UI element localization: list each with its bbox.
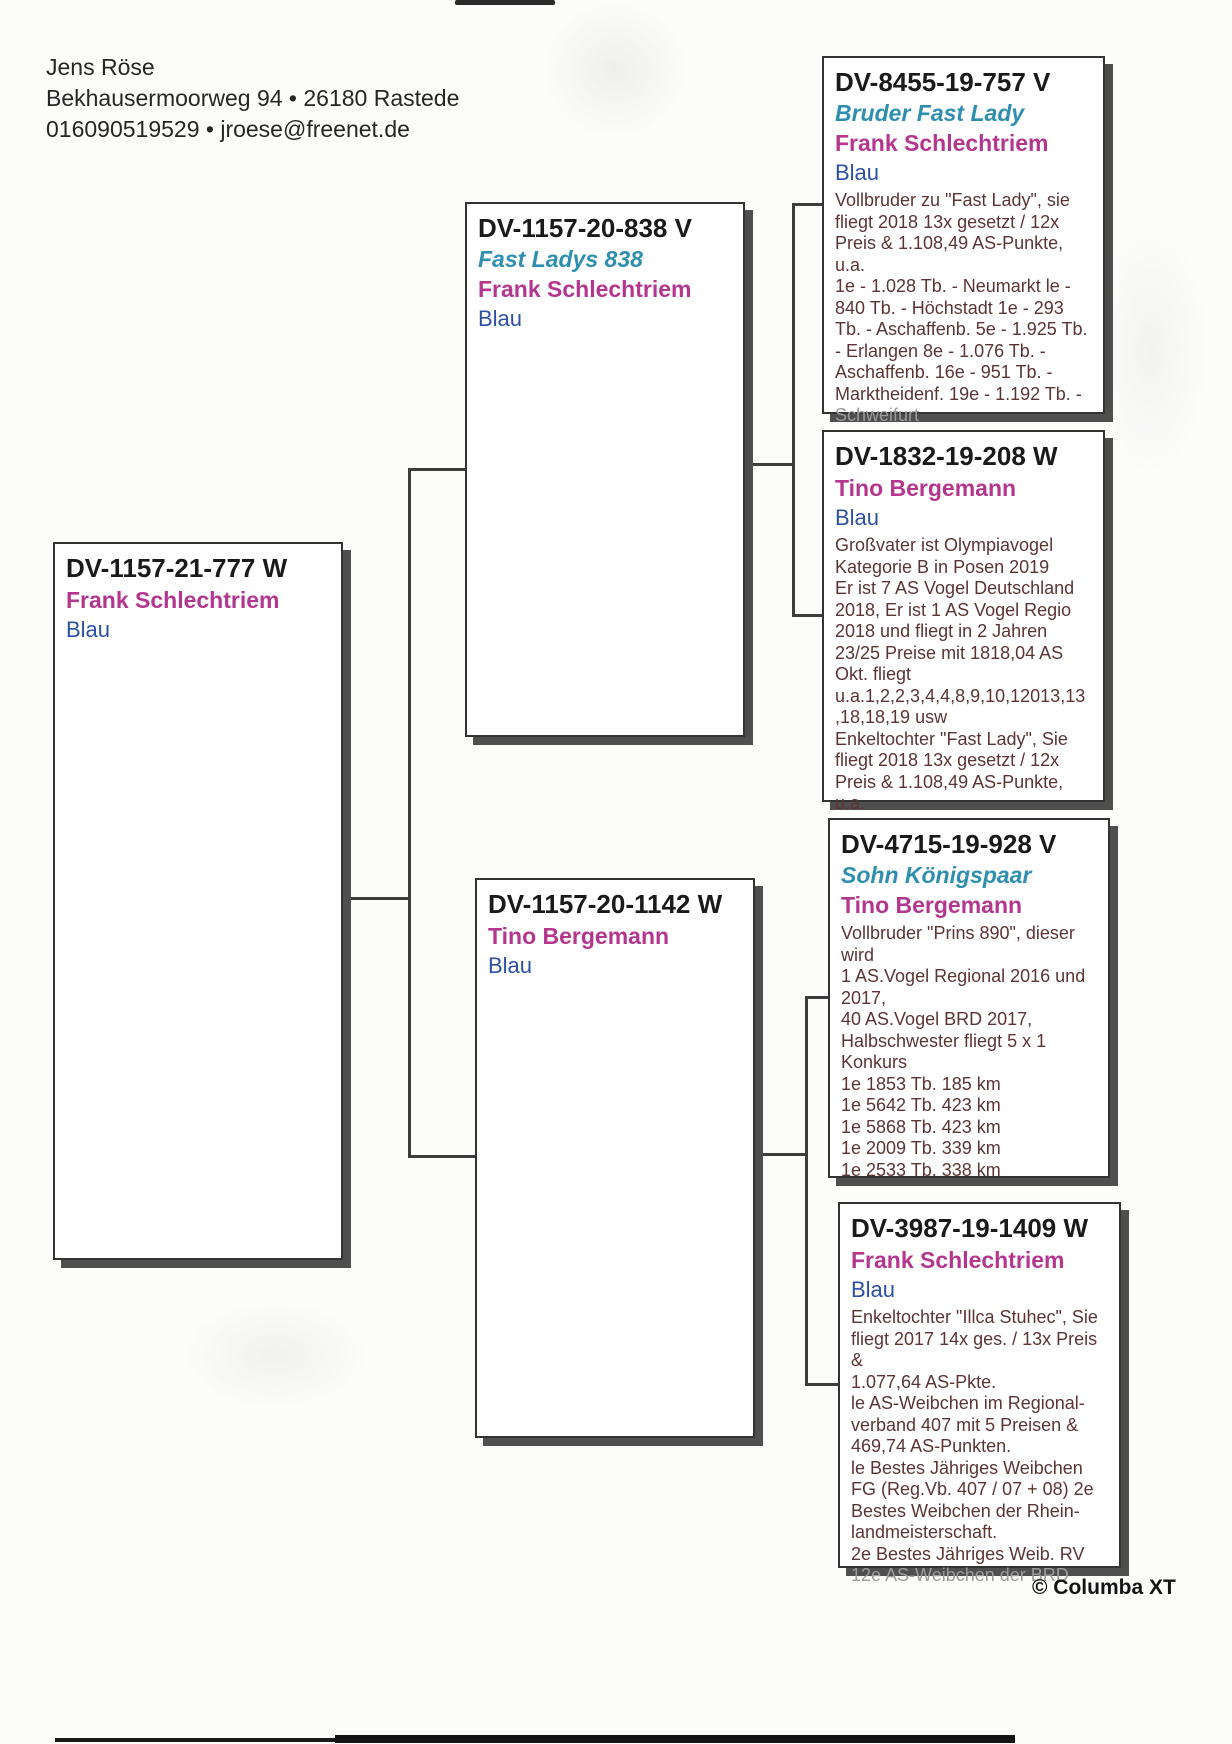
- achievement-line: 1e 1853 Tb. 185 km: [841, 1073, 1001, 1094]
- bird-id: DV-1157-20-1142 W: [488, 889, 723, 919]
- achievement-line: u.a.1,2,2,3,4,4,8,9,10,12013,13: [835, 685, 1086, 706]
- breeder-name: Tino Bergemann: [835, 475, 1017, 501]
- achievements: [835, 190, 1092, 427]
- bird-color: Blau: [478, 306, 523, 331]
- pedigree-box-granddam: [838, 1202, 1121, 1585]
- breeder-name: Tino Bergemann: [841, 892, 1023, 918]
- pedigree-box-sire: [465, 202, 745, 737]
- pedigree-box-subject: [53, 542, 343, 1260]
- connector-line: [805, 996, 830, 999]
- bird-nickname: Bruder Fast Lady: [835, 100, 1025, 126]
- connector-line: [792, 203, 824, 206]
- achievement-line: Er ist 7 AS Vogel Deutschland: [835, 578, 1075, 598]
- connector-line: [792, 614, 824, 617]
- bird-color: Blau: [851, 1277, 896, 1302]
- scan-smudge: [180, 1300, 370, 1410]
- pedigree-box-granddam: [822, 430, 1105, 813]
- achievement-line: Okt. fliegt: [835, 664, 912, 684]
- achievement-line: Großvater ist Olympiavogel: [835, 535, 1054, 555]
- achievement-line: 1.077,64 AS-Pkte.: [851, 1371, 997, 1392]
- achievement-line: fliegt 2018 13x gesetzt / 12x: [835, 211, 1060, 232]
- achievement-line: Vollbruder zu "Fast Lady", sie: [835, 190, 1070, 210]
- achievement-line: Marktheidenf. 19e - 1.192 Tb. -: [835, 383, 1082, 404]
- achievement-line: 1e 5642 Tb. 423 km: [841, 1095, 1001, 1115]
- achievements: [851, 1307, 1108, 1587]
- achievement-line: fliegt 2018 13x gesetzt / 12x: [835, 750, 1060, 770]
- breeder-name: Frank Schlechtriem: [478, 276, 692, 302]
- achievements: [835, 535, 1092, 815]
- bird-color: Blau: [835, 505, 880, 530]
- bird-id: DV-4715-19-928 V: [841, 829, 1057, 859]
- sender-block: [46, 52, 459, 145]
- sender-contact: 016090519529 • jroese@freenet.de: [46, 116, 410, 142]
- achievement-line: Konkurs: [841, 1052, 908, 1072]
- achievement-line: 1 AS.Vogel Regional 2016 und: [841, 966, 1086, 986]
- bird-nickname: Sohn Königspaar: [841, 862, 1032, 888]
- bird-id: DV-1832-19-208 W: [835, 441, 1058, 471]
- achievement-line: verband 407 mit 5 Preisen &: [851, 1414, 1079, 1435]
- bird-color: Blau: [488, 953, 533, 978]
- achievement-line: 12e AS-Weibchen der BRD: [851, 1565, 1069, 1585]
- bird-id: DV-3987-19-1409 W: [851, 1213, 1089, 1243]
- connector-line: [408, 1155, 477, 1158]
- achievement-line: 23/25 Preise mit 1818,04 AS: [835, 642, 1064, 663]
- scan-edge-mark: [55, 1738, 335, 1742]
- bird-id: DV-1157-20-838 V: [478, 213, 692, 243]
- achievement-line: 1e - 1.028 Tb. - Neumarkt le -: [835, 276, 1071, 296]
- bird-nickname: Fast Ladys 838: [478, 246, 643, 272]
- achievement-line: wird: [841, 944, 875, 965]
- breeder-name: Frank Schlechtriem: [66, 587, 280, 613]
- achievement-line: 1e 2533 Tb. 338 km: [841, 1159, 1001, 1180]
- sender-address: Bekhausermoorweg 94 • 26180 Rastede: [46, 85, 460, 111]
- connector-line: [757, 1153, 807, 1156]
- achievement-line: &: [851, 1350, 864, 1370]
- achievement-line: 2e Bestes Jähriges Weib. RV: [851, 1543, 1085, 1564]
- achievement-line: u.a.: [835, 254, 866, 275]
- achievement-line: 40 AS.Vogel BRD 2017,: [841, 1009, 1033, 1029]
- breeder-name: Frank Schlechtriem: [851, 1247, 1065, 1273]
- achievement-line: le Bestes Jähriges Weibchen: [851, 1457, 1083, 1478]
- connector-line: [747, 463, 795, 466]
- achievement-line: 469,74 AS-Punkten.: [851, 1436, 1012, 1456]
- scan-smudge: [1090, 220, 1210, 480]
- achievement-line: 2018 und fliegt in 2 Jahren: [835, 621, 1048, 641]
- achievement-line: Halbschwester fliegt 5 x 1: [841, 1030, 1047, 1051]
- connector-line: [343, 897, 411, 900]
- achievement-line: Preis & 1.108,49 AS-Punkte,: [835, 771, 1064, 792]
- pedigree-box-grandsire: [822, 56, 1105, 425]
- achievement-line: - Erlangen 8e - 1.076 Tb. -: [835, 340, 1046, 361]
- software-copyright: © Columba XT: [1032, 1576, 1176, 1599]
- achievement-line: 1e 5868 Tb. 423 km: [841, 1116, 1001, 1137]
- achievement-line: Preis & 1.108,49 AS-Punkte,: [835, 233, 1064, 253]
- bird-color: Blau: [66, 617, 111, 642]
- pedigree-box-grandsire: [828, 818, 1110, 1178]
- achievement-line: 840 Tb. - Höchstadt 1e - 293: [835, 297, 1064, 318]
- scan-edge-mark: [455, 0, 555, 5]
- achievement-line: Vollbruder "Prins 890", dieser: [841, 923, 1075, 943]
- connector-line: [792, 203, 795, 617]
- connector-line: [805, 1383, 840, 1386]
- scan-smudge: [540, 0, 690, 140]
- achievement-line: FG (Reg.Vb. 407 / 07 + 08) 2e: [851, 1479, 1094, 1499]
- connector-line: [408, 468, 467, 471]
- achievement-line: Enkeltochter "Fast Lady", Sie: [835, 728, 1068, 749]
- breeder-name: Tino Bergemann: [488, 923, 670, 949]
- achievement-line: fliegt 2017 14x ges. / 13x Preis: [851, 1328, 1098, 1349]
- sender-name: Jens Röse: [46, 54, 155, 80]
- achievements: [841, 923, 1097, 1181]
- achievement-line: 2017,: [841, 987, 887, 1008]
- connector-line: [805, 996, 808, 1386]
- achievement-line: u.a.: [835, 793, 866, 813]
- achievement-line: landmeisterschaft.: [851, 1522, 998, 1542]
- achievement-line: Tb. - Aschaffenb. 5e - 1.925 Tb.: [835, 319, 1088, 339]
- achievement-line: Kategorie B in Posen 2019: [835, 556, 1050, 577]
- breeder-name: Frank Schlechtriem: [835, 130, 1049, 156]
- achievement-line: Schweifurt: [835, 405, 920, 425]
- connector-line: [408, 468, 411, 1158]
- achievement-line: 1e 2009 Tb. 339 km: [841, 1138, 1001, 1158]
- achievement-line: Aschaffenb. 16e - 951 Tb. -: [835, 362, 1053, 382]
- achievement-line: 2018, Er ist 1 AS Vogel Regio: [835, 599, 1072, 620]
- achievement-line: Bestes Weibchen der Rhein-: [851, 1500, 1080, 1521]
- achievement-line: le AS-Weibchen im Regional-: [851, 1393, 1085, 1413]
- pedigree-box-dam: [475, 878, 755, 1438]
- achievement-line: Enkeltochter "Illca Stuhec", Sie: [851, 1307, 1098, 1327]
- bird-id: DV-8455-19-757 V: [835, 67, 1051, 97]
- bird-color: Blau: [835, 160, 880, 185]
- bird-id: DV-1157-21-777 W: [66, 553, 288, 583]
- scan-edge-mark: [335, 1735, 1015, 1743]
- achievement-line: ,18,18,19 usw: [835, 707, 948, 727]
